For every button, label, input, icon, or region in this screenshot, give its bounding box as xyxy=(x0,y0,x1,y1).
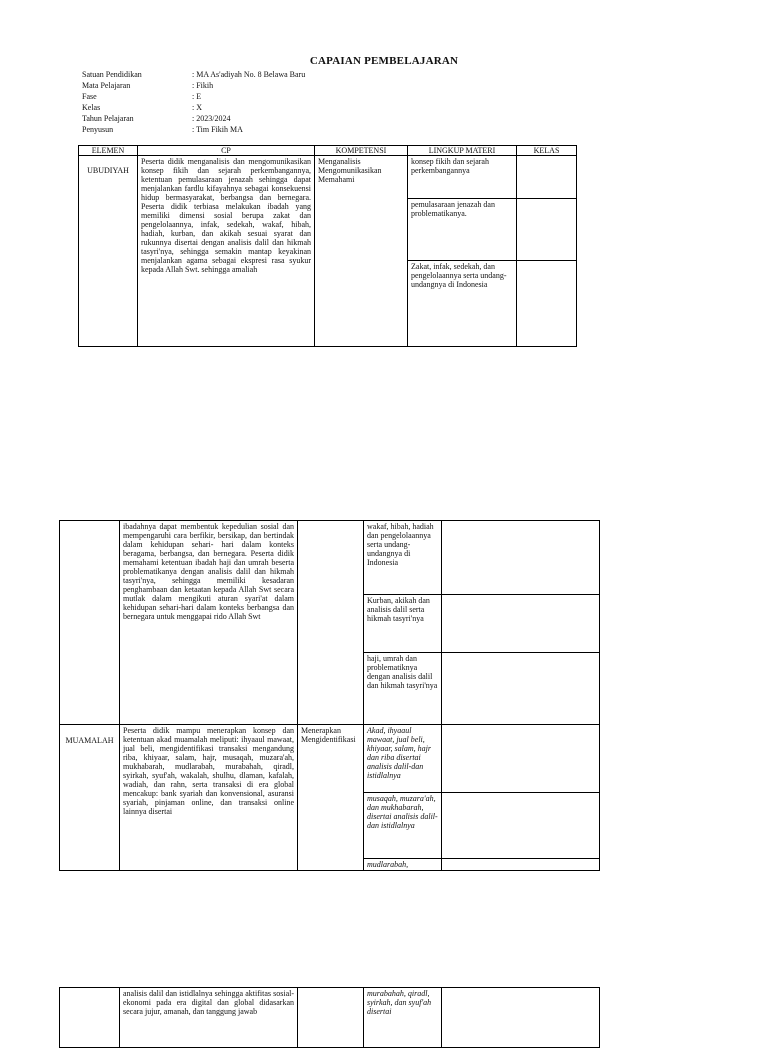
cp-cell: Peserta didik menganalisis dan mengomunikasikan konsep fikih dan sejarah perkembangannya, ketentuan pemulasaraan jenazah sehingga dapat menjalankan fardlu kifayahnya sebagai konsekuensi hidup bermasyarakat, berbangsa dan bernegara. Peserta didik terbiasa melakukan ibadah yang memiliki dimensi sosial berupa zakat dan pengelolaannya, infak, sedekah, wakaf, hibah, hadiah, kurban, dan akikah sesuai syarat dan rukunnya disertai dengan analisis dalil dan hikmah tasyri'nya, sehingga semakin mantap keyakinan menjalankan agama sebagai ekspresi rasa syukur kepada Allah Swt. sehingga amaliah xyxy=(138,156,315,347)
meta-row-kelas xyxy=(82,102,502,113)
elemen-cell xyxy=(79,156,138,347)
elemen-label: UBUDIYAH xyxy=(87,166,129,175)
cp-cell: analisis dalil dan istidlalnya sehingga aktifitas sosial-ekonomi pada era digital dan global didasarkan secara jujur, amanah, dan tanggung jawab xyxy=(120,988,298,1048)
cp-table-ubudiyah xyxy=(78,145,577,347)
header-elemen: ELEMEN xyxy=(79,146,138,156)
meta-value: : MA As'adiyah No. 8 Belawa Baru xyxy=(192,70,306,79)
meta-key: Fase xyxy=(82,92,97,101)
kelas-cell xyxy=(517,199,577,261)
meta-key: Penyusun xyxy=(82,125,114,134)
lingkup-materi-cell: Zakat, infak, sedekah, dan pengelolaannya serta undang-undangnya di Indonesia xyxy=(408,261,517,347)
elemen-cell xyxy=(60,988,120,1048)
kelas-cell xyxy=(442,793,600,859)
cp-table-continuation-2 xyxy=(59,987,600,1048)
document-meta xyxy=(82,69,502,135)
kompetensi-cell: Menganalisis Mengomunikasikan Memahami xyxy=(315,156,408,347)
meta-row-mapel xyxy=(82,80,502,91)
cp-table-continuation xyxy=(59,520,600,871)
table-row xyxy=(60,521,600,595)
meta-row-satuan xyxy=(82,69,502,80)
elemen-cell xyxy=(60,521,120,725)
meta-value: : Tim Fikih MA xyxy=(192,125,243,134)
kelas-cell xyxy=(442,653,600,725)
lingkup-materi-cell: Akad, ihyaaul mawaat, jual beli, khiyaar, salam, hajr dan riba disertai analisis dalil-dan istidlalnya xyxy=(364,725,442,793)
kompetensi-cell xyxy=(298,521,364,725)
kelas-cell xyxy=(442,521,600,595)
meta-value: : Fikih xyxy=(192,81,214,90)
document-title: CAPAIAN PEMBELAJARAN xyxy=(309,55,459,67)
meta-value: : X xyxy=(192,103,202,112)
lingkup-materi-cell: murabahah, qiradl, syirkah, dan syuf'ah disertai xyxy=(364,988,442,1048)
header-cp: CP xyxy=(138,146,315,156)
meta-value: : E xyxy=(192,92,202,101)
kompetensi-cell: Menerapkan Mengidentifikasi xyxy=(298,725,364,871)
kelas-cell xyxy=(442,988,600,1048)
lingkup-materi-cell: Kurban, akikah dan analisis dalil serta hikmah tasyri'nya xyxy=(364,595,442,653)
meta-key: Satuan Pendidikan xyxy=(82,70,142,79)
lingkup-materi-cell: pemulasaraan jenazah dan problematikanya. xyxy=(408,199,517,261)
lingkup-materi-cell: konsep fikih dan sejarah perkembangannya xyxy=(408,156,517,199)
cp-cell: Peserta didik mampu menerapkan konsep dan ketentuan akad muamalah meliputi: ihyaaul mawaat, jual beli, mengidentifikasi transaksi mengandung riba, khiyaar, salam, hajr, musaqah, muzara'ah, mukhabarah, mudlarabah, murabahah, qiradl, syirkah, syuf'ah, wakalah, shulhu, dlaman, kafalah, wadiah, dan rahn, serta transaksi di era global mencakup: bank syariah dan konvensional, asuransi syariah, pinjaman online, dan transaksi online lainnya disertai xyxy=(120,725,298,871)
meta-row-penyusun xyxy=(82,124,502,135)
kelas-cell xyxy=(517,156,577,199)
kelas-cell xyxy=(442,859,600,871)
kelas-cell xyxy=(517,261,577,347)
cp-cell: ibadahnya dapat membentuk kepedulian sosial dan mempengaruhi cara berfikir, bersikap, dan bertindak dalam kehidupan sehari- hari dalam konteks beragama, berbangsa, dan bernegara. Peserta didik memahami ketentuan ibadah haji dan umrah beserta problematikanya dengan analisis dalil dan hikmah tasyri'nya, sehingga memiliki kesadaran penghambaan dan ketaatan kepada Allah Swt secara mutlak dalam mengikuti aturan syari'at dalam kehidupan sehari-hari dalam konteks berbangsa dan bernegara untuk menggapai rido Allah Swt xyxy=(120,521,298,725)
elemen-label: MUAMALAH xyxy=(65,736,114,745)
lingkup-materi-cell: musaqah, muzara'ah, dan mukhabarah, disertai analisis dalil-dan istidlalnya xyxy=(364,793,442,859)
kompetensi-cell xyxy=(298,988,364,1048)
table-row xyxy=(79,156,577,199)
kelas-cell xyxy=(442,595,600,653)
table-row xyxy=(60,988,600,1048)
header-lingkup-materi: LINGKUP MATERI xyxy=(408,146,517,156)
meta-row-tahun xyxy=(82,113,502,124)
lingkup-materi-cell: mudlarabah, xyxy=(364,859,442,871)
meta-key: Kelas xyxy=(82,103,101,112)
header-kompetensi: KOMPETENSI xyxy=(315,146,408,156)
meta-key: Tahun Pelajaran xyxy=(82,114,134,123)
meta-row-fase xyxy=(82,91,502,102)
table-row xyxy=(60,725,600,793)
meta-value: : 2023/2024 xyxy=(192,114,231,123)
table-header-row xyxy=(79,146,577,156)
header-kelas: KELAS xyxy=(517,146,577,156)
meta-key: Mata Pelajaran xyxy=(82,81,131,90)
lingkup-materi-cell: haji, umrah dan problematiknya dengan analisis dalil dan hikmah tasyri'nya xyxy=(364,653,442,725)
kelas-cell xyxy=(442,725,600,793)
elemen-cell xyxy=(60,725,120,871)
lingkup-materi-cell: wakaf, hibah, hadiah dan pengelolaannya serta undang-undangnya di Indonesia xyxy=(364,521,442,595)
